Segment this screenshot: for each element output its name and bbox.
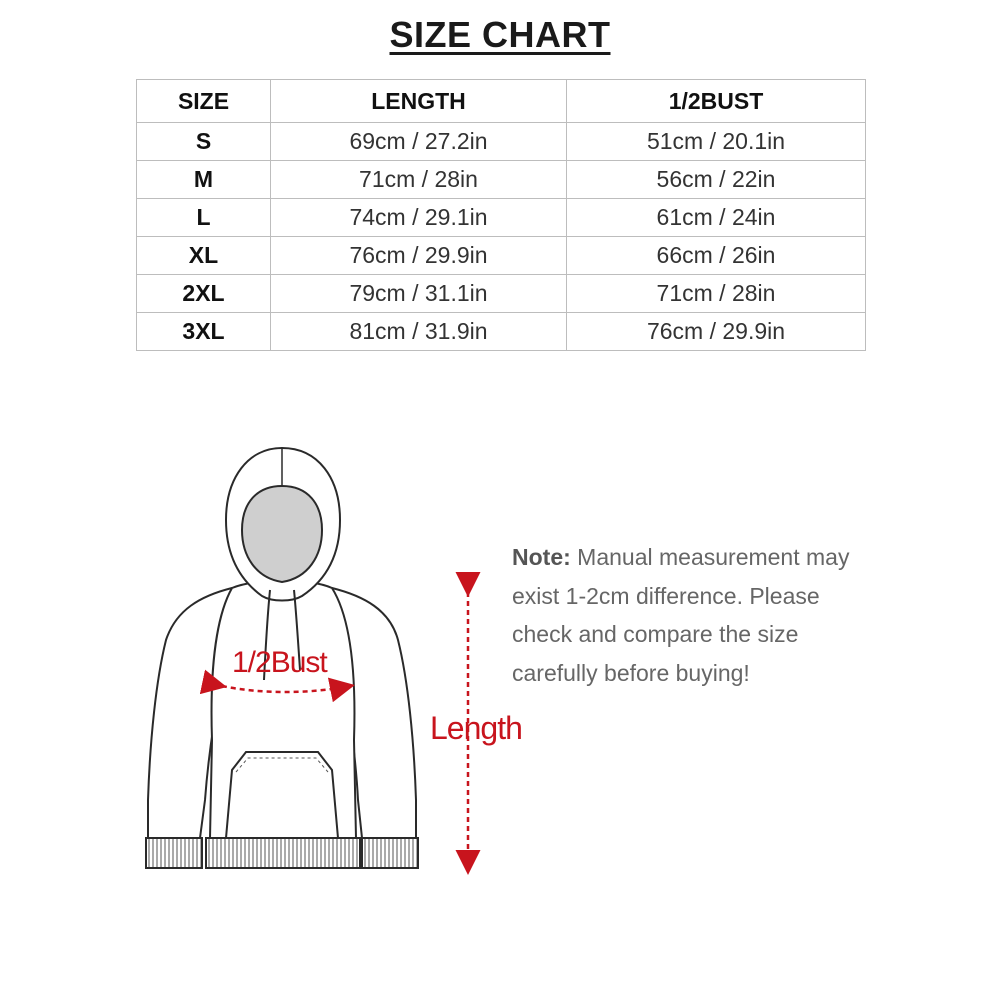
cell-size: 2XL xyxy=(137,275,271,313)
table-row xyxy=(137,123,866,161)
measurement-note xyxy=(512,538,872,692)
size-chart-title xyxy=(0,14,1000,56)
cell-bust: 56cm / 22in xyxy=(567,161,866,199)
cell-bust: 61cm / 24in xyxy=(567,199,866,237)
waist-rib xyxy=(206,838,360,868)
title-text: SIZE CHART xyxy=(389,14,611,55)
hood-opening xyxy=(242,486,322,582)
cell-length: 71cm / 28in xyxy=(271,161,567,199)
cell-length: 74cm / 29.1in xyxy=(271,199,567,237)
cell-bust: 66cm / 26in xyxy=(567,237,866,275)
cell-size: 3XL xyxy=(137,313,271,351)
table-row xyxy=(137,313,866,351)
left-cuff-rib xyxy=(146,838,202,868)
table-header-row xyxy=(137,80,866,123)
cell-bust: 51cm / 20.1in xyxy=(567,123,866,161)
table-row xyxy=(137,237,866,275)
hoodie-diagram xyxy=(0,380,560,900)
header-bust: 1/2BUST xyxy=(567,80,866,123)
cell-size: XL xyxy=(137,237,271,275)
cell-size: S xyxy=(137,123,271,161)
size-table xyxy=(136,79,866,351)
table-row xyxy=(137,161,866,199)
header-length: LENGTH xyxy=(271,80,567,123)
cell-length: 69cm / 27.2in xyxy=(271,123,567,161)
cell-length: 81cm / 31.9in xyxy=(271,313,567,351)
cell-length: 76cm / 29.9in xyxy=(271,237,567,275)
header-size: SIZE xyxy=(137,80,271,123)
note-label: Note: xyxy=(512,544,571,570)
cell-size: L xyxy=(137,199,271,237)
table-row xyxy=(137,275,866,313)
cell-size: M xyxy=(137,161,271,199)
right-cuff-rib xyxy=(362,838,418,868)
table-row xyxy=(137,199,866,237)
note-text: Manual measurement may exist 1-2cm difference. Please check and compare the size carefully before buying! xyxy=(512,544,850,686)
length-label: Length xyxy=(430,710,522,746)
bust-label: 1/2Bust xyxy=(232,646,327,679)
cell-bust: 71cm / 28in xyxy=(567,275,866,313)
cell-bust: 76cm / 29.9in xyxy=(567,313,866,351)
kangaroo-pocket xyxy=(226,752,338,838)
cell-length: 79cm / 31.1in xyxy=(271,275,567,313)
